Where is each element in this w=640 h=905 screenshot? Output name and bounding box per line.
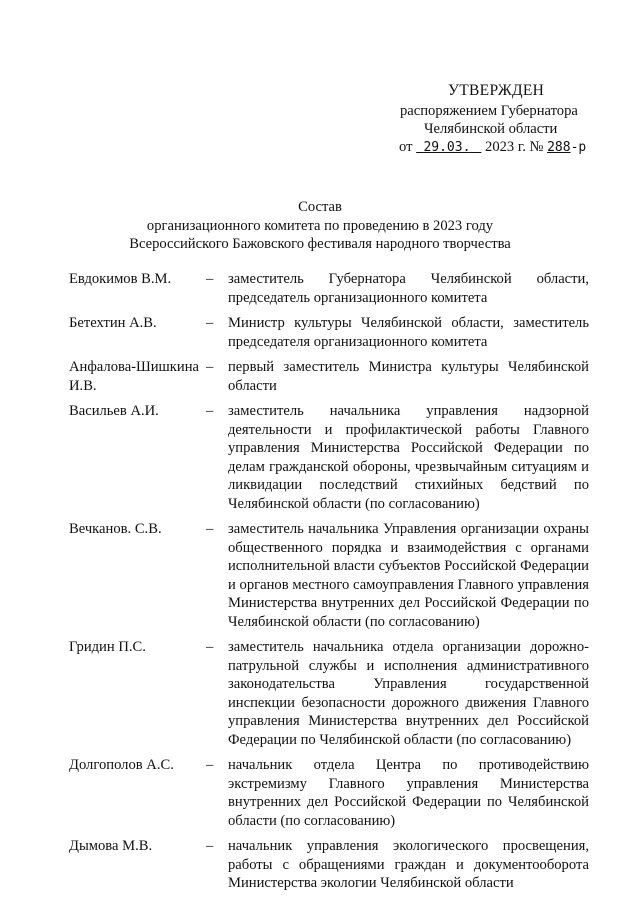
order-number-suffix: -р [570, 140, 587, 155]
member-name: Дымова М.В. [69, 838, 153, 854]
committee-members-list [69, 270, 589, 900]
date-value: 29.03. [423, 140, 471, 155]
member-row [69, 402, 589, 513]
dash-separator: – [206, 521, 214, 537]
member-name: Долгополов А.С. [69, 757, 174, 773]
member-name: Евдокимов В.М. [69, 271, 172, 287]
dash-separator: – [206, 757, 214, 773]
member-row [69, 837, 589, 893]
year-text: 2023 г. № [485, 139, 544, 155]
approval-title: УТВЕРЖДЕН [448, 82, 545, 99]
dash-separator: – [206, 639, 214, 655]
approval-date-line [399, 138, 586, 158]
member-row [69, 270, 589, 307]
member-position: заместитель Губернатора Челябинской области, председатель организационного комитета [228, 271, 589, 306]
member-row [69, 756, 589, 830]
member-row [69, 314, 589, 351]
member-position: начальник управления экологического просвещения, работы с обращениями граждан и документооборота Министерства экологии Челябинской области [228, 838, 589, 891]
from-label: от [399, 139, 413, 155]
member-name: Гридин П.С. [69, 639, 146, 655]
dash-separator: – [206, 315, 214, 331]
member-position: начальник отдела Центра по противодействию экстремизму Главного управления Министерства внутренних дел Российской Федерации по Челябинской области (по согласованию) [228, 757, 589, 829]
member-row [69, 358, 589, 395]
dash-separator: – [206, 271, 214, 287]
heading-line-3: Всероссийского Бажовского фестиваля народного творчества [129, 236, 511, 252]
member-position: заместитель начальника отдела организации дорожно-патрульной службы и исполнения административного законодательства Управления государственной инспекции безопасности дорожного движения Главного управления Министерства внутренних дел Российской Федерации по Челябинской области (по согласованию) [228, 639, 589, 748]
member-position: первый заместитель Министра культуры Челябинской области [228, 359, 589, 394]
member-row [69, 520, 589, 631]
member-position: заместитель начальника управления надзорной деятельности и профилактической работы Главного управления Министерства Российской Федерации по делам гражданской обороны, чрезвычайным ситуациям и ликвидации последствий стихийных бедствий по Челябинской области (по согласованию) [228, 403, 589, 512]
dash-separator: – [206, 403, 214, 419]
document-heading [0, 198, 640, 254]
member-name: Бетехтин А.В. [69, 315, 157, 331]
member-name: Васильев А.И. [69, 403, 159, 419]
member-name: Анфалова-Шишкина И.В. [69, 359, 199, 394]
member-row [69, 638, 589, 749]
date-field [416, 139, 481, 155]
member-name: Вечканов. С.В. [69, 521, 162, 537]
heading-line-1: Состав [298, 199, 342, 215]
heading-line-2: организационного комитета по проведению в 2023 году [146, 217, 494, 234]
dash-separator: – [206, 359, 214, 375]
member-position: Министр культуры Челябинской области, заместитель председателя организационного комитета [228, 315, 589, 350]
order-number: 288 [547, 140, 571, 155]
member-position: заместитель начальника Управления организации охраны общественного порядка и взаимодействия с органами исполнительной власти субъектов Российской Федерации и органов местного самоуправления Главного управления Министерства внутренних дел Российской Федерации по Челябинской области (по согласованию) [228, 521, 589, 630]
dash-separator: – [206, 838, 214, 854]
approval-line-1: распоряжением Губернатора [400, 103, 578, 119]
approval-line-2: Челябинской области [424, 121, 558, 137]
